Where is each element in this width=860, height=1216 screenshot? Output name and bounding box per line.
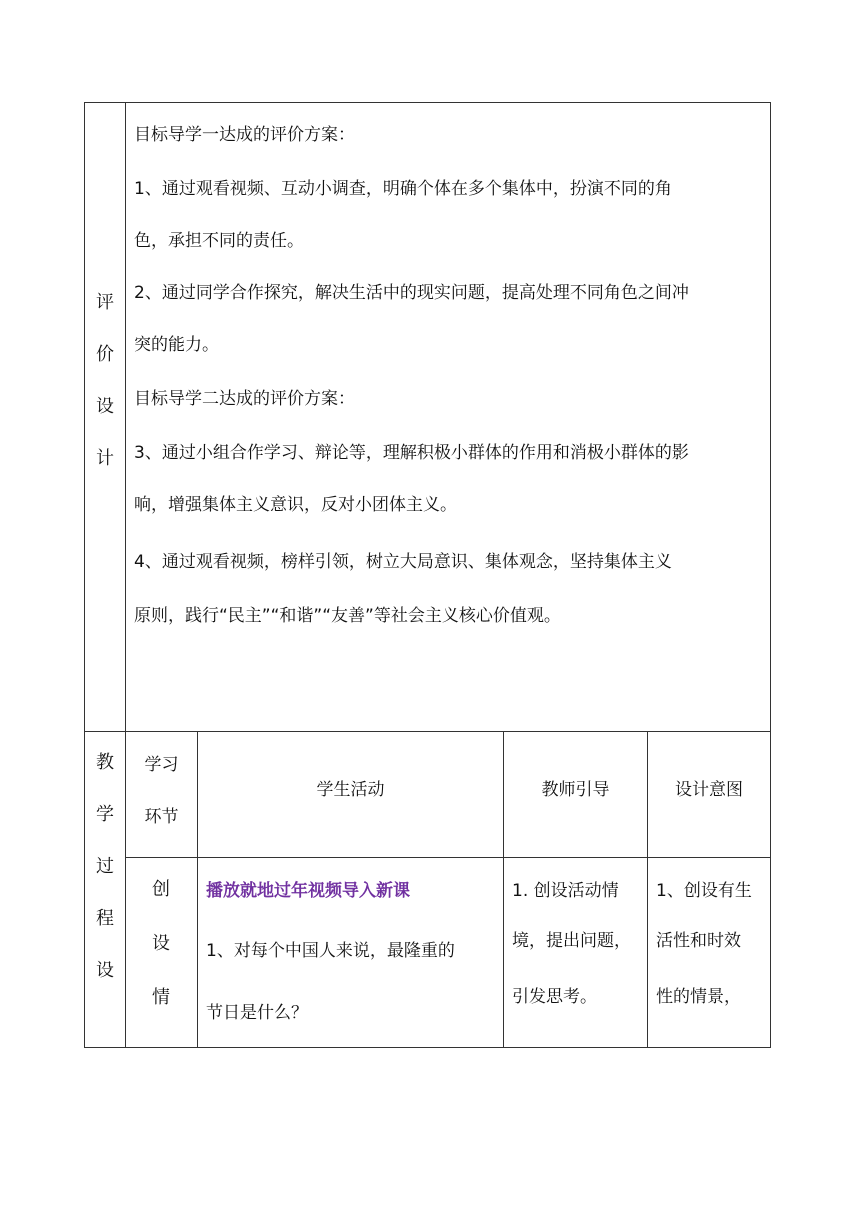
eval-line: 4、通过观看视频，榜样引领，树立大局意识、集体观念，坚持集体主义 (134, 552, 672, 572)
column-header-student: 学生活动 (316, 780, 385, 800)
row1-stage-char: 情 (152, 987, 170, 1008)
process-header-char: 教 (96, 752, 114, 773)
process-header-char: 程 (96, 908, 114, 929)
process-header-char: 过 (96, 856, 114, 877)
table-border-bottom (84, 1047, 771, 1048)
eval-header-char: 计 (96, 448, 114, 469)
eval-line: 2、通过同学合作探究，解决生活中的现实问题，提高处理不同角色之间冲 (134, 283, 689, 303)
table-border-right (770, 102, 771, 1048)
eval-header-char: 价 (96, 344, 114, 365)
eval-header-char: 评 (96, 292, 114, 313)
eval-line: 原则，践行“民主”“和谐”“友善”等社会主义核心价值观。 (134, 606, 561, 626)
eval-line: 突的能力。 (134, 335, 219, 355)
column-header-stage-line2: 环节 (144, 807, 179, 827)
process-header-char: 学 (96, 804, 114, 825)
row1-teacher-line: 引发思考。 (512, 987, 597, 1007)
row1-stage (141, 879, 181, 1041)
process-section-header (85, 752, 125, 1012)
eval-line: 响，增强集体主义意识，反对小团体主义。 (134, 495, 457, 515)
row1-teacher-line: 1. 创设活动情 (512, 881, 619, 901)
eval-section-header (85, 292, 125, 500)
eval-line: 3、通过小组合作学习、辩论等，理解积极小群体的作用和消极小群体的影 (134, 443, 689, 463)
row1-student-line: 1、对每个中国人来说，最隆重的 (206, 941, 455, 961)
table-border-row-split (84, 731, 771, 732)
eval-header-char: 设 (96, 396, 114, 417)
row1-design-line: 1、创设有生 (656, 881, 752, 901)
row1-stage-char: 设 (152, 933, 170, 954)
row1-design-line: 性的情景， (656, 987, 741, 1007)
row1-teacher-line: 境，提出问题， (512, 931, 631, 951)
row1-student-title: 播放就地过年视频导入新课 (206, 881, 410, 901)
eval-line: 目标导学二达成的评价方案： (134, 389, 355, 409)
row1-stage-char: 创 (152, 879, 170, 900)
column-header-design: 设计意图 (675, 780, 743, 800)
table-border-header-col (125, 102, 126, 1048)
table-border-header-split (125, 857, 771, 858)
eval-line: 1、通过观看视频、互动小调查，明确个体在多个集体中，扮演不同的角 (134, 179, 672, 199)
eval-line: 目标导学一达成的评价方案： (134, 125, 355, 145)
column-header-stage-line1: 学习 (144, 755, 179, 775)
table-border-top (84, 102, 771, 103)
eval-line: 色，承担不同的责任。 (134, 231, 304, 251)
process-header-char: 设 (96, 960, 114, 981)
row1-design-line: 活性和时效 (656, 931, 741, 951)
row1-student-line: 节日是什么？ (206, 1003, 308, 1023)
column-header-teacher: 教师引导 (541, 780, 610, 800)
